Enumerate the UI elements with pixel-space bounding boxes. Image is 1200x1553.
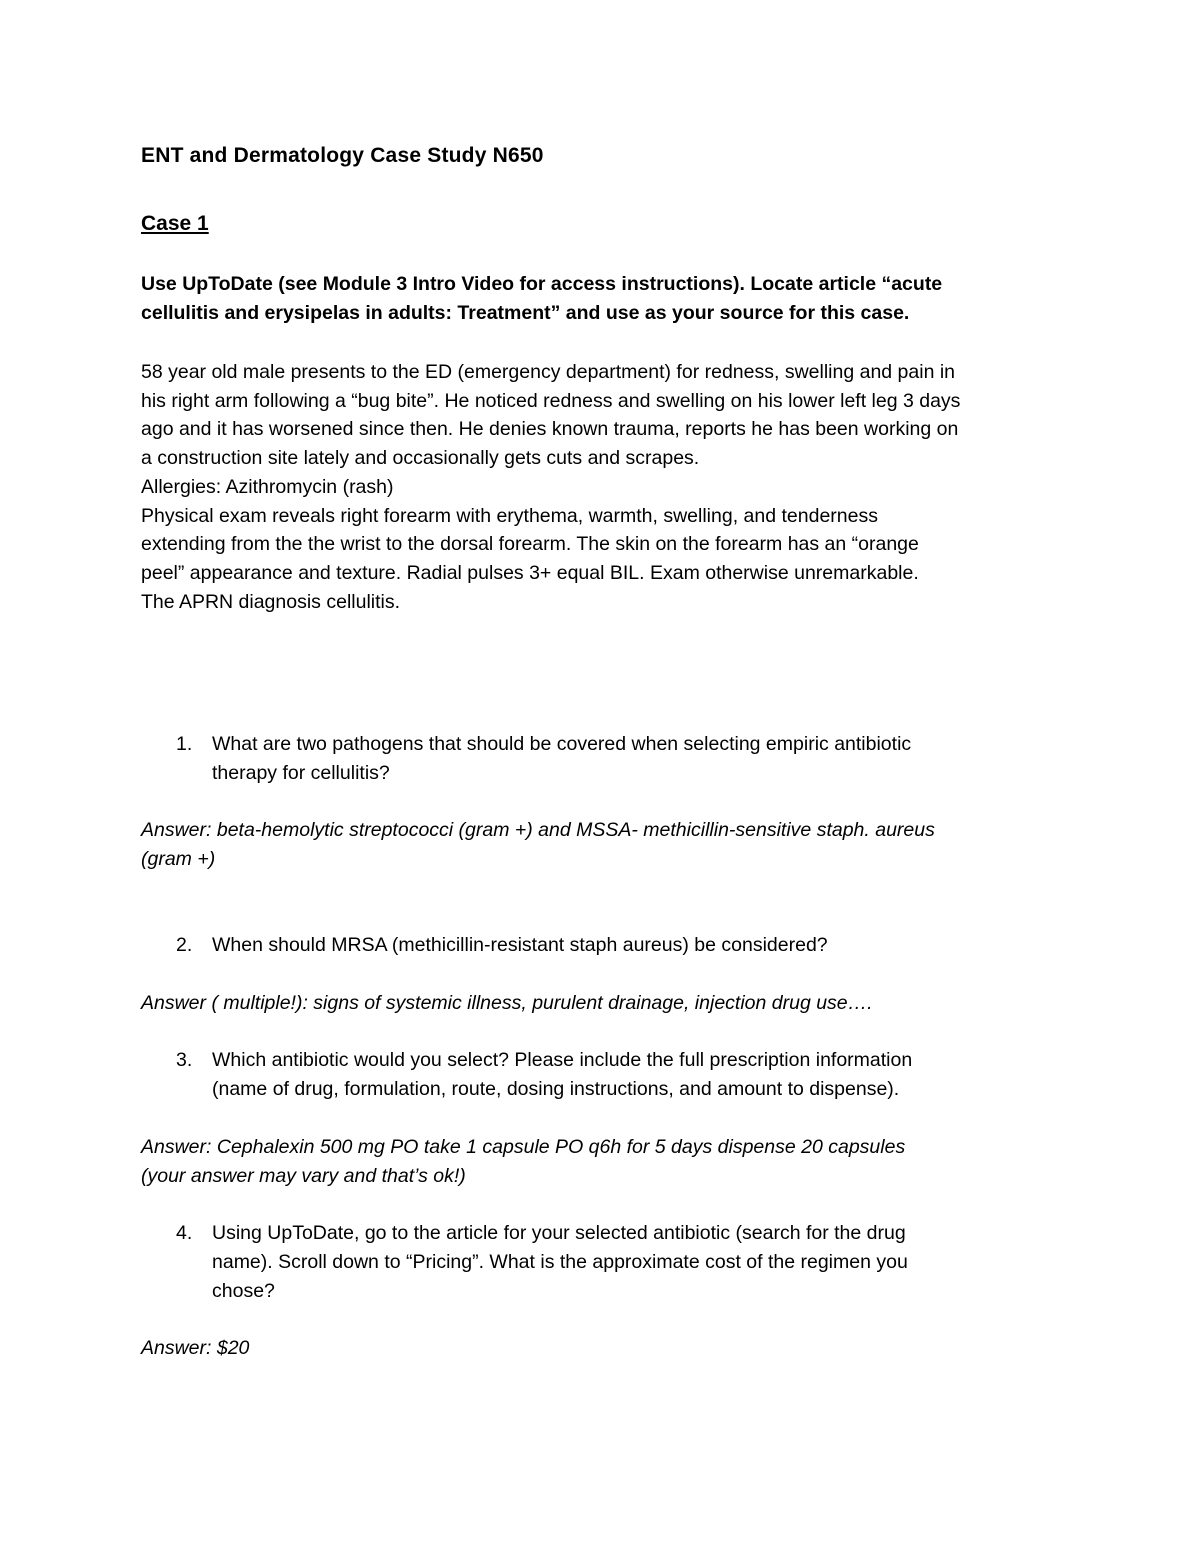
document-title: ENT and Dermatology Case Study N650	[141, 144, 544, 167]
question-text	[212, 931, 1041, 960]
question-text	[212, 730, 1041, 788]
question-3	[141, 1046, 1041, 1104]
answer-1	[141, 816, 1061, 874]
question-4	[141, 1219, 1041, 1306]
answer-4	[141, 1334, 1061, 1363]
question-line: therapy for cellulitis?	[212, 762, 390, 784]
question-line: name). Scroll down to “Pricing”. What is the approximate cost of the regimen you	[212, 1251, 908, 1273]
question-2	[141, 931, 1041, 960]
question-text	[212, 1219, 1041, 1306]
scenario-line: ago and it has worsened since then. He denies known trauma, reports he has been working on	[141, 418, 959, 441]
answer-line: (your answer may vary and that’s ok!)	[141, 1165, 466, 1187]
scenario-line: peel” appearance and texture. Radial pulses 3+ equal BIL. Exam otherwise unremarkable.	[141, 561, 919, 584]
question-line: When should MRSA (methicillin-resistant staph aureus) be considered?	[212, 934, 828, 956]
question-number: 4.	[176, 1222, 193, 1244]
scenario-line: his right arm following a “bug bite”. He noticed redness and swelling on his lower left leg 3 days	[141, 389, 961, 412]
answer-line: Answer: $20	[141, 1337, 250, 1359]
scenario-line: Allergies: Azithromycin (rash)	[141, 475, 394, 498]
scenario-line: 58 year old male presents to the ED (emergency department) for redness, swelling and pain in	[141, 361, 956, 383]
answer-line: Answer: Cephalexin 500 mg PO take 1 capsule PO q6h for 5 days dispense 20 capsules	[141, 1136, 906, 1158]
question-line: chose?	[212, 1280, 275, 1302]
instructions-line: cellulitis and erysipelas in adults: Treatment” and use as your source for this case.	[141, 302, 910, 324]
scenario-line: Physical exam reveals right forearm with erythema, warmth, swelling, and tenderness	[141, 504, 878, 527]
scenario-line: extending from the the wrist to the dorsal forearm. The skin on the forearm has an “orange	[141, 533, 919, 556]
scenario-line: The APRN diagnosis cellulitis.	[141, 590, 401, 613]
scenario-line: a construction site lately and occasionally gets cuts and scrapes.	[141, 447, 700, 470]
case-heading: Case 1	[141, 212, 209, 235]
answer-line: Answer: beta-hemolytic streptococci (gram +) and MSSA- methicillin-sensitive staph. aureus	[141, 819, 935, 841]
case-scenario	[141, 358, 1081, 616]
question-line: Which antibiotic would you select? Please include the full prescription information	[212, 1049, 913, 1071]
question-line: What are two pathogens that should be covered when selecting empiric antibiotic	[212, 733, 912, 755]
question-1	[141, 730, 1041, 788]
instructions-line: Use UpToDate (see Module 3 Intro Video for access instructions). Locate article “acute	[141, 273, 943, 295]
question-text	[212, 1046, 1041, 1104]
question-number: 2.	[176, 934, 193, 956]
case-instructions	[141, 270, 1041, 328]
answer-line: (gram +)	[141, 848, 216, 870]
answer-2	[141, 989, 1061, 1018]
question-line: Using UpToDate, go to the article for your selected antibiotic (search for the drug	[212, 1222, 906, 1244]
answer-3	[141, 1133, 1061, 1191]
question-line: (name of drug, formulation, route, dosing instructions, and amount to dispense).	[212, 1078, 900, 1100]
question-number: 1.	[176, 733, 193, 755]
answer-line: Answer ( multiple!): signs of systemic illness, purulent drainage, injection drug use….	[141, 992, 873, 1014]
question-number: 3.	[176, 1049, 193, 1071]
